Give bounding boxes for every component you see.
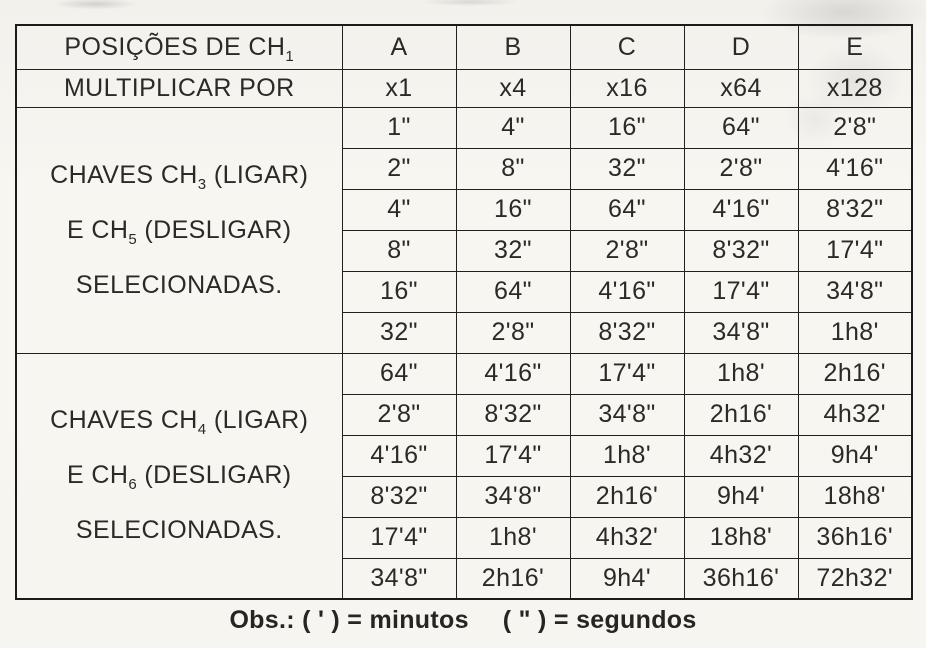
table-cell: 34'8"	[684, 312, 798, 353]
table-cell: 18h8'	[798, 476, 912, 517]
section-label-line: SELECIONADAS.	[75, 516, 283, 545]
table-cell: 36h16'	[798, 517, 912, 558]
table-cell: 34'8"	[570, 394, 684, 435]
table-cell: 17'4"	[456, 435, 570, 476]
table-cell: 8'32"	[570, 312, 684, 353]
section-label-line: SELECIONADAS.	[75, 270, 283, 299]
table-cell: 16"	[456, 189, 570, 230]
table-cell: 64"	[570, 189, 684, 230]
table-cell: 34'8"	[456, 476, 570, 517]
table-cell: 1h8'	[570, 435, 684, 476]
table-cell: 34'8"	[342, 558, 456, 599]
multiply-label: MULTIPLICAR POR	[16, 69, 342, 107]
table-cell: 36h16'	[684, 558, 798, 599]
table-cell: 2'8"	[798, 107, 912, 148]
section-ch3-ch5-label	[16, 107, 342, 353]
positions-header	[16, 25, 342, 69]
table-cell: 4h32'	[798, 394, 912, 435]
table-cell: 8"	[456, 148, 570, 189]
multiplier-cell: x4	[456, 69, 570, 107]
table-cell: 4'16"	[798, 148, 912, 189]
multiplier-cell: x1	[342, 69, 456, 107]
table-cell: 8'32"	[342, 476, 456, 517]
table-cell: 17'4"	[570, 353, 684, 394]
table-cell: 32"	[456, 230, 570, 271]
section-label-line: CHAVES $CH_4$ (LIGAR)	[50, 406, 309, 439]
table-cell: 64"	[456, 271, 570, 312]
positions-header-subscript: 1	[285, 47, 295, 65]
column-header-e: E	[798, 25, 912, 69]
table-cell: 9h4'	[798, 435, 912, 476]
table-cell: 1h8'	[798, 312, 912, 353]
table-cell: 2'8"	[570, 230, 684, 271]
table-cell: 8"	[342, 230, 456, 271]
table-cell: 2'8"	[342, 394, 456, 435]
table-cell: 18h8'	[684, 517, 798, 558]
table-row	[16, 107, 912, 148]
table-cell: 9h4'	[684, 476, 798, 517]
multiplier-cell: x16	[570, 69, 684, 107]
section-ch4-ch6-label	[16, 353, 342, 599]
column-header-d: D	[684, 25, 798, 69]
table-cell: 17'4"	[798, 230, 912, 271]
table-cell: 4"	[456, 107, 570, 148]
table-cell: 4'16"	[684, 189, 798, 230]
table-cell: 2h16'	[684, 394, 798, 435]
table-cell: 4h32'	[684, 435, 798, 476]
table-cell: 64"	[684, 107, 798, 148]
table-cell: 8'32"	[684, 230, 798, 271]
footnote-seconds: ( " ) = segundos	[502, 606, 697, 634]
table-cell: 8'32"	[456, 394, 570, 435]
footnote-minutes: Obs.: ( ' ) = minutos	[229, 606, 469, 634]
positions-header-text: POSIÇÕES DE CH	[64, 32, 286, 61]
table-cell: 2'8"	[456, 312, 570, 353]
table-cell: 9h4'	[570, 558, 684, 599]
table-row	[16, 353, 912, 394]
table-cell: 16"	[570, 107, 684, 148]
table-cell: 34'8"	[798, 271, 912, 312]
table-cell: 1h8'	[684, 353, 798, 394]
table-cell: 32"	[342, 312, 456, 353]
column-header-a: A	[342, 25, 456, 69]
table-cell: 4'16"	[342, 435, 456, 476]
table-cell: 17'4"	[684, 271, 798, 312]
table-cell: 16"	[342, 271, 456, 312]
table-cell: 1h8'	[456, 517, 570, 558]
table-cell: 2'8"	[684, 148, 798, 189]
table-cell: 1"	[342, 107, 456, 148]
table-cell: 4"	[342, 189, 456, 230]
column-header-c: C	[570, 25, 684, 69]
table-row-positions	[16, 25, 912, 69]
timing-table	[15, 24, 913, 600]
table-cell: 2"	[342, 148, 456, 189]
table-cell: 32"	[570, 148, 684, 189]
multiplier-cell: x64	[684, 69, 798, 107]
table-cell: 72h32'	[798, 558, 912, 599]
table-cell: 64"	[342, 353, 456, 394]
footnote	[15, 606, 911, 635]
section-label-line: E $CH_5$ (DESLIGAR)	[66, 215, 292, 248]
section-label-line: CHAVES $CH_3$ (LIGAR)	[50, 160, 309, 193]
table-cell: 4h32'	[570, 517, 684, 558]
table-row-multipliers	[16, 69, 912, 107]
table-cell: 8'32"	[798, 189, 912, 230]
table-cell: 4'16"	[456, 353, 570, 394]
multiplier-cell: x128	[798, 69, 912, 107]
table-cell: 2h16'	[798, 353, 912, 394]
table-cell: 2h16'	[570, 476, 684, 517]
table-cell: 2h16'	[456, 558, 570, 599]
column-header-b: B	[456, 25, 570, 69]
table-cell: 4'16"	[570, 271, 684, 312]
table-cell: 17'4"	[342, 517, 456, 558]
section-label-line: E $CH_6$ (DESLIGAR)	[66, 461, 292, 494]
